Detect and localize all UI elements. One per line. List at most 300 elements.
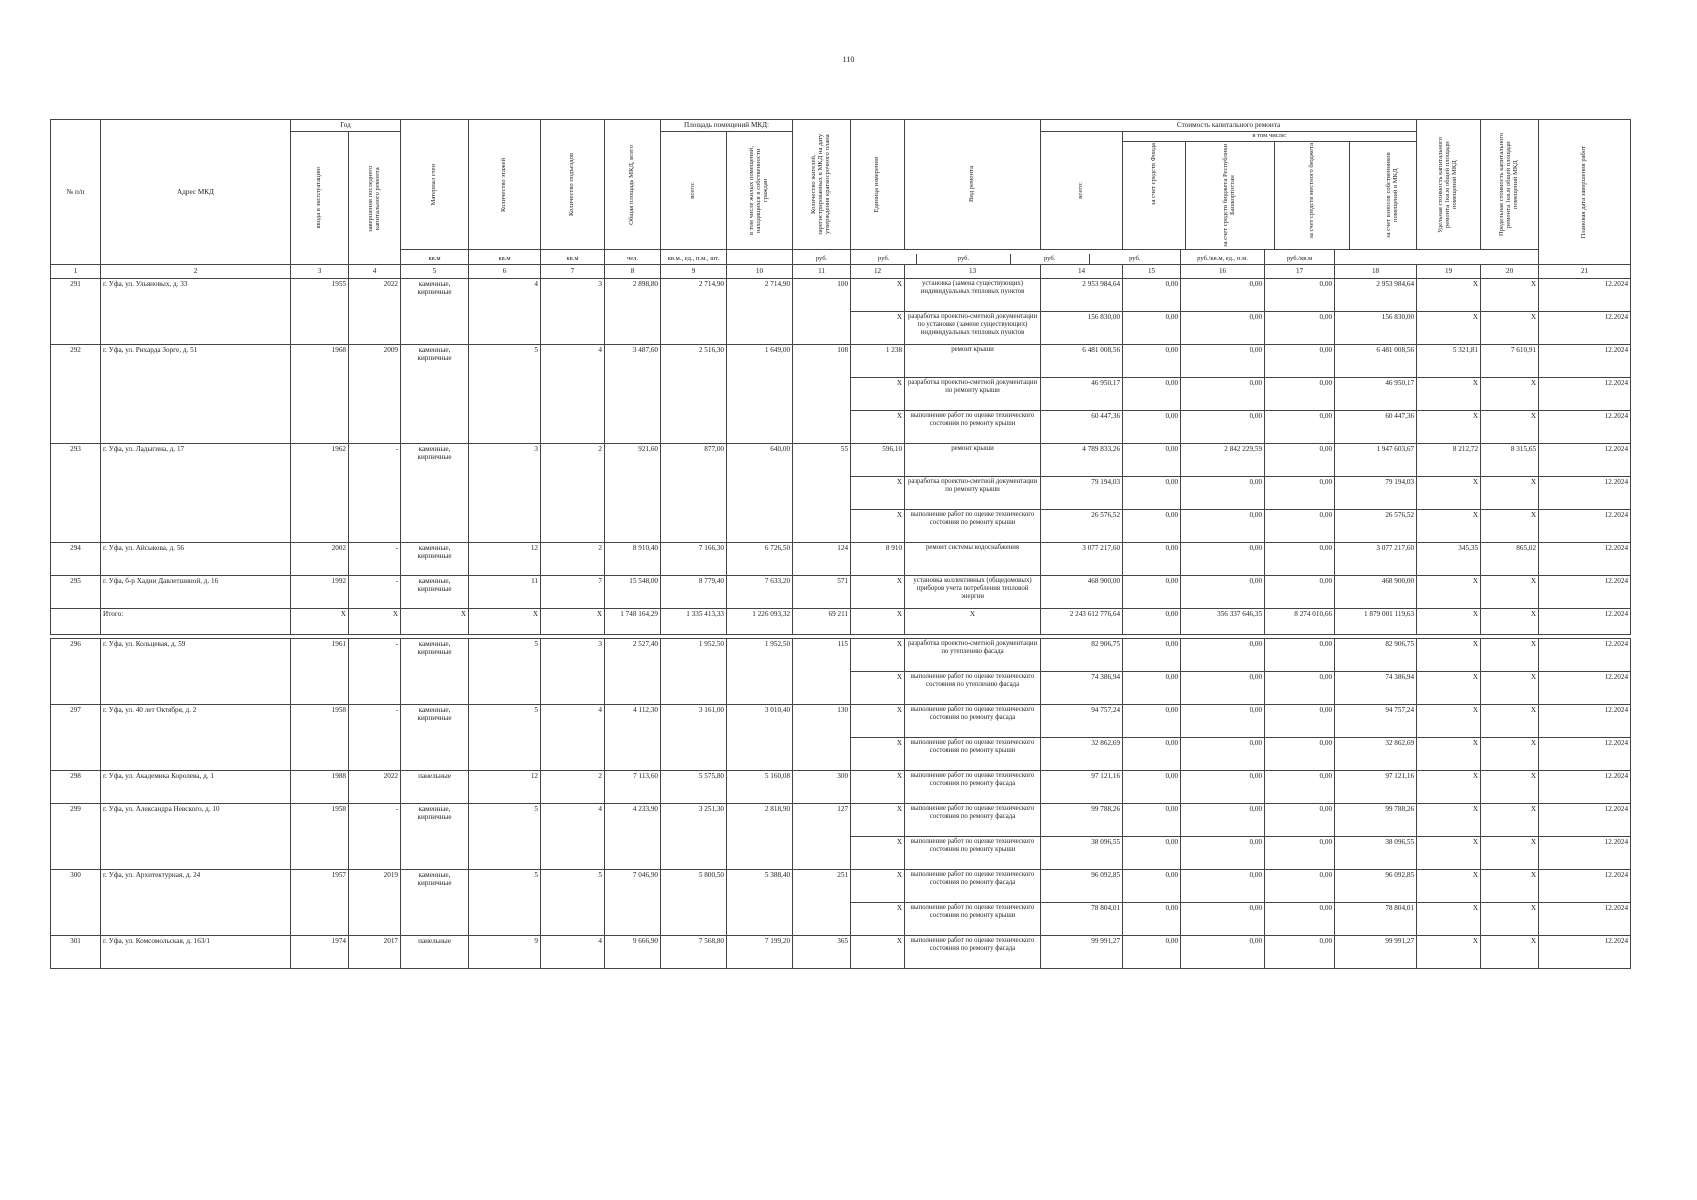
work-uc-cell: X	[1417, 870, 1481, 903]
building-pr-cell: 1 952,50	[727, 639, 793, 705]
work-type-cell: выполнение работ по оценке технического состояния по утеплению фасада	[905, 672, 1041, 705]
work-uc-cell: 345,35	[1417, 543, 1481, 576]
building-addr-cell: г. Уфа, ул. Комсомольская, д. 163/1	[101, 936, 291, 969]
column-number-cell: 3	[291, 265, 349, 279]
table-row	[51, 936, 1631, 969]
work-o-cell: 38 096,55	[1335, 837, 1417, 870]
building-area-cell: 7 046,90	[605, 870, 661, 936]
building-fl-cell: 4	[469, 279, 541, 345]
building-n-cell: 295	[51, 576, 101, 609]
total-tot-cell: 2 243 612 776,64	[1041, 609, 1123, 635]
table-row	[51, 576, 1631, 609]
building-addr-cell: г. Уфа, ул. Рихарда Зорге, д. 51	[101, 345, 291, 444]
building-y2-cell: 2017	[349, 936, 401, 969]
work-lc-cell: X	[1481, 279, 1539, 312]
building-y1-cell: 2002	[291, 543, 349, 576]
column-number-cell: 12	[851, 265, 905, 279]
work-m-cell: 0,00	[1265, 771, 1335, 804]
work-d-cell: 12.2024	[1539, 510, 1631, 543]
unit-cell: руб.	[851, 254, 917, 264]
unit-cell: чел.	[605, 250, 661, 265]
work-type-cell: выполнение работ по оценке технического состояния по ремонту крыши	[905, 510, 1041, 543]
work-b-cell: 0,00	[1181, 738, 1265, 771]
total-f-cell: 0,00	[1123, 609, 1181, 635]
building-area-cell: 2 527,40	[605, 639, 661, 705]
work-qty-cell: X	[851, 705, 905, 738]
work-type-cell: выполнение работ по оценке технического состояния по ремонту крыши	[905, 411, 1041, 444]
work-type-cell: ремонт системы водоснабжения	[905, 543, 1041, 576]
total-ppl-cell: 69 211	[793, 609, 851, 635]
work-f-cell: 0,00	[1123, 279, 1181, 312]
building-pt-cell: 877,00	[661, 444, 727, 543]
work-d-cell: 12.2024	[1539, 477, 1631, 510]
building-area-cell: 3 487,60	[605, 345, 661, 444]
work-qty-cell: X	[851, 804, 905, 837]
work-lc-cell: 8 315,65	[1481, 444, 1539, 477]
total-d-cell: 12.2024	[1539, 609, 1631, 635]
building-ppl-cell: 124	[793, 543, 851, 576]
work-b-cell: 0,00	[1181, 411, 1265, 444]
work-uc-cell: X	[1417, 279, 1481, 312]
building-pt-cell: 2 516,30	[661, 345, 727, 444]
work-qty-cell: 8 910	[851, 543, 905, 576]
unit-cell: кв.м., ед., п.м., шт.	[661, 250, 727, 265]
repair-plan-table	[50, 119, 1631, 969]
work-lc-cell: X	[1481, 771, 1539, 804]
work-f-cell: 0,00	[1123, 639, 1181, 672]
column-number-cell: 20	[1481, 265, 1539, 279]
work-b-cell: 0,00	[1181, 804, 1265, 837]
building-ppl-cell: 100	[793, 279, 851, 345]
work-tot-cell: 38 096,55	[1041, 837, 1123, 870]
work-lc-cell: X	[1481, 378, 1539, 411]
building-en-cell: 4	[541, 804, 605, 870]
work-qty-cell: X	[851, 837, 905, 870]
work-d-cell: 12.2024	[1539, 639, 1631, 672]
work-f-cell: 0,00	[1123, 804, 1181, 837]
work-lc-cell: X	[1481, 837, 1539, 870]
work-uc-cell: X	[1417, 672, 1481, 705]
work-m-cell: 0,00	[1265, 672, 1335, 705]
work-b-cell: 0,00	[1181, 639, 1265, 672]
cost-republic-header: за счет средств бюджета Республики Башкортостан	[1222, 143, 1237, 248]
building-pr-cell: 5 160,08	[727, 771, 793, 804]
unit-cell: руб./кв.м, ед., п.м.	[1181, 250, 1265, 265]
building-addr-cell: г. Уфа, ул. Архитектурная, д. 24	[101, 870, 291, 936]
building-pt-cell: 8 779,40	[661, 576, 727, 609]
work-lc-cell: 865,02	[1481, 543, 1539, 576]
building-y1-cell: 1974	[291, 936, 349, 969]
building-mat-cell: каменные, кирпичные	[401, 639, 469, 705]
work-m-cell: 0,00	[1265, 639, 1335, 672]
year-last-repair-header: завершения последнего капитального ремонта	[366, 164, 381, 232]
building-pt-cell: 7 166,30	[661, 543, 727, 576]
work-type-cell: ремонт крыши	[905, 444, 1041, 477]
work-d-cell: 12.2024	[1539, 870, 1631, 903]
work-uc-cell: X	[1417, 837, 1481, 870]
total-area-cell: 1 748 164,29	[605, 609, 661, 635]
building-fl-cell: 5	[469, 345, 541, 444]
unit-cell: руб.	[917, 254, 1011, 264]
work-qty-cell: 596,10	[851, 444, 905, 477]
work-type-cell: разработка проектно-сметной документации по ремонту крыши	[905, 378, 1041, 411]
column-number-cell: 8	[605, 265, 661, 279]
building-mat-cell: каменные, кирпичные	[401, 345, 469, 444]
work-uc-cell: X	[1417, 936, 1481, 969]
column-number-cell: 15	[1123, 265, 1181, 279]
cost-fund-header: за счет средств Фонда	[1149, 143, 1157, 206]
column-number-cell: 9	[661, 265, 727, 279]
work-b-cell: 0,00	[1181, 903, 1265, 936]
work-qty-cell: X	[851, 576, 905, 609]
work-tot-cell: 96 092,85	[1041, 870, 1123, 903]
building-mat-cell: каменные, кирпичные	[401, 279, 469, 345]
work-tot-cell: 60 447,36	[1041, 411, 1123, 444]
unit-cell: кв.м	[401, 250, 469, 265]
work-tot-cell: 468 900,00	[1041, 576, 1123, 609]
building-pr-cell: 5 388,40	[727, 870, 793, 936]
floors-header: Количество этажей	[500, 157, 508, 212]
work-b-cell: 0,00	[1181, 705, 1265, 738]
column-number-cell: 10	[727, 265, 793, 279]
building-mat-cell: каменные, кирпичные	[401, 705, 469, 771]
work-qty-cell: 1 238	[851, 345, 905, 378]
work-tot-cell: 82 906,75	[1041, 639, 1123, 672]
building-n-cell: 297	[51, 705, 101, 771]
work-uc-cell: X	[1417, 639, 1481, 672]
work-f-cell: 0,00	[1123, 705, 1181, 738]
work-o-cell: 99 991,27	[1335, 936, 1417, 969]
work-uc-cell: X	[1417, 705, 1481, 738]
building-ppl-cell: 115	[793, 639, 851, 705]
building-pr-cell: 6 726,50	[727, 543, 793, 576]
work-d-cell: 12.2024	[1539, 738, 1631, 771]
building-en-cell: 3	[541, 279, 605, 345]
building-y2-cell: -	[349, 639, 401, 705]
work-b-cell: 0,00	[1181, 870, 1265, 903]
cost-owners-header: за счет взносов собственников помещений в МКД	[1385, 152, 1400, 239]
work-qty-cell: X	[851, 639, 905, 672]
building-mat-cell: панельные	[401, 771, 469, 804]
building-area-cell: 2 898,80	[605, 279, 661, 345]
building-y2-cell: -	[349, 705, 401, 771]
premises-group-header: Площадь помещений МКД:	[661, 120, 793, 132]
work-m-cell: 0,00	[1265, 870, 1335, 903]
work-qty-cell: X	[851, 279, 905, 312]
column-number-cell: 14	[1041, 265, 1123, 279]
building-fl-cell: 5	[469, 804, 541, 870]
work-lc-cell: X	[1481, 576, 1539, 609]
year-commission-header: ввода в эксплуатацию	[315, 167, 323, 229]
total-qty-cell: X	[851, 609, 905, 635]
building-y2-cell: 2019	[349, 870, 401, 936]
work-d-cell: 12.2024	[1539, 672, 1631, 705]
column-number-cell: 2	[101, 265, 291, 279]
work-b-cell: 2 842 229,59	[1181, 444, 1265, 477]
total-row	[51, 609, 1631, 635]
total-fl-cell: X	[469, 609, 541, 635]
work-lc-cell: X	[1481, 477, 1539, 510]
wall-material-header: Материал стен	[430, 163, 438, 206]
building-fl-cell: 9	[469, 936, 541, 969]
building-mat-cell: панельные	[401, 936, 469, 969]
building-ppl-cell: 365	[793, 936, 851, 969]
table-row	[51, 279, 1631, 312]
total-area-header: Общая площадь МКД, всего	[628, 144, 636, 225]
building-en-cell: 4	[541, 936, 605, 969]
building-pt-cell: 7 568,80	[661, 936, 727, 969]
building-addr-cell: г. Уфа, ул. Академика Королева, д. 1	[101, 771, 291, 804]
building-y1-cell: 1957	[291, 870, 349, 936]
work-o-cell: 78 804,01	[1335, 903, 1417, 936]
column-number-cell: 21	[1539, 265, 1631, 279]
column-number-row	[51, 265, 1631, 279]
table-row	[51, 870, 1631, 903]
total-en-cell: X	[541, 609, 605, 635]
work-tot-cell: 97 121,16	[1041, 771, 1123, 804]
building-y1-cell: 1955	[291, 279, 349, 345]
work-qty-cell: X	[851, 378, 905, 411]
building-n-cell: 293	[51, 444, 101, 543]
building-fl-cell: 5	[469, 870, 541, 936]
building-pt-cell: 1 952,50	[661, 639, 727, 705]
building-ppl-cell: 300	[793, 771, 851, 804]
work-o-cell: 97 121,16	[1335, 771, 1417, 804]
building-addr-cell: г. Уфа, б-р Хадии Давлетшиной, д. 16	[101, 576, 291, 609]
work-d-cell: 12.2024	[1539, 837, 1631, 870]
building-addr-cell: г. Уфа, ул. 40 лет Октября, д. 2	[101, 705, 291, 771]
total-b-cell: 356 337 646,35	[1181, 609, 1265, 635]
table-row	[51, 771, 1631, 804]
work-lc-cell: X	[1481, 705, 1539, 738]
work-m-cell: 0,00	[1265, 804, 1335, 837]
work-uc-cell: 5 321,81	[1417, 345, 1481, 378]
building-y2-cell: 2009	[349, 345, 401, 444]
building-n-cell: 292	[51, 345, 101, 444]
table-row	[51, 543, 1631, 576]
work-qty-cell: X	[851, 870, 905, 903]
work-b-cell: 0,00	[1181, 771, 1265, 804]
work-tot-cell: 4 789 833,26	[1041, 444, 1123, 477]
work-uc-cell: X	[1417, 378, 1481, 411]
total-y2-cell: X	[349, 609, 401, 635]
cost-total-header: всего:	[1077, 182, 1085, 199]
work-b-cell: 0,00	[1181, 936, 1265, 969]
work-m-cell: 0,00	[1265, 705, 1335, 738]
building-area-cell: 4 233,90	[605, 804, 661, 870]
building-mat-cell: каменные, кирпичные	[401, 804, 469, 870]
work-o-cell: 32 862,69	[1335, 738, 1417, 771]
column-number-cell: 16	[1181, 265, 1265, 279]
total-y1-cell: X	[291, 609, 349, 635]
building-en-cell: 3	[541, 639, 605, 705]
column-number-cell: 18	[1335, 265, 1417, 279]
work-f-cell: 0,00	[1123, 870, 1181, 903]
column-number-cell: 4	[349, 265, 401, 279]
work-o-cell: 74 386,94	[1335, 672, 1417, 705]
work-d-cell: 12.2024	[1539, 903, 1631, 936]
work-b-cell: 0,00	[1181, 543, 1265, 576]
unit-cell: кв.м	[469, 250, 541, 265]
table-row	[51, 444, 1631, 477]
work-type-cell: ремонт крыши	[905, 345, 1041, 378]
work-o-cell: 94 757,24	[1335, 705, 1417, 738]
work-lc-cell: X	[1481, 639, 1539, 672]
work-qty-cell: X	[851, 936, 905, 969]
repair-type-header: Вид ремонта	[968, 166, 976, 203]
building-addr-cell: г. Уфа, ул. Ульяновых, д. 33	[101, 279, 291, 345]
table-row	[51, 705, 1631, 738]
work-tot-cell: 99 788,26	[1041, 804, 1123, 837]
work-tot-cell: 26 576,52	[1041, 510, 1123, 543]
building-area-cell: 9 666,90	[605, 936, 661, 969]
work-type-cell: выполнение работ по оценке технического состояния по ремонту крыши	[905, 738, 1041, 771]
building-addr-cell: г. Уфа, ул. Ладыгина, д. 17	[101, 444, 291, 543]
work-f-cell: 0,00	[1123, 510, 1181, 543]
building-pt-cell: 5 800,50	[661, 870, 727, 936]
work-m-cell: 0,00	[1265, 576, 1335, 609]
building-n-cell: 298	[51, 771, 101, 804]
unit-cost-header: Удельная стоимость капитального ремонта 1кв.м общей площади помещений МКД	[1437, 136, 1459, 233]
work-qty-cell: X	[851, 738, 905, 771]
total-label-cell: Итого:	[101, 609, 291, 635]
work-lc-cell: X	[1481, 870, 1539, 903]
measure-unit-header: Единица измерения	[873, 156, 881, 213]
building-ppl-cell: 571	[793, 576, 851, 609]
work-type-cell: установка (замена существующих) индивидуальных тепловых пунктов	[905, 279, 1041, 312]
work-uc-cell: X	[1417, 771, 1481, 804]
building-y2-cell: -	[349, 804, 401, 870]
work-qty-cell: X	[851, 510, 905, 543]
planned-date-header: Плановая дата завершения работ	[1580, 145, 1588, 239]
column-number-cell: 6	[469, 265, 541, 279]
building-fl-cell: 5	[469, 639, 541, 705]
work-f-cell: 0,00	[1123, 378, 1181, 411]
work-m-cell: 0,00	[1265, 837, 1335, 870]
building-mat-cell: каменные, кирпичные	[401, 543, 469, 576]
work-d-cell: 12.2024	[1539, 936, 1631, 969]
building-addr-cell: г. Уфа, ул. Кольцевая, д. 59	[101, 639, 291, 705]
building-y1-cell: 1961	[291, 639, 349, 705]
building-n-cell: 300	[51, 870, 101, 936]
building-y2-cell: 2022	[349, 771, 401, 804]
building-ppl-cell: 127	[793, 804, 851, 870]
work-uc-cell: X	[1417, 510, 1481, 543]
premises-residents-header: в том числе жилых помещений, находящихся в собственности граждан	[748, 146, 769, 235]
work-uc-cell: X	[1417, 804, 1481, 837]
work-d-cell: 12.2024	[1539, 771, 1631, 804]
work-o-cell: 468 900,00	[1335, 576, 1417, 609]
work-type-cell: выполнение работ по оценке технического состояния по ремонту фасада	[905, 936, 1041, 969]
building-y2-cell: -	[349, 543, 401, 576]
work-uc-cell: X	[1417, 738, 1481, 771]
building-area-cell: 8 910,40	[605, 543, 661, 576]
work-uc-cell: X	[1417, 411, 1481, 444]
work-type-cell: выполнение работ по оценке технического состояния по ремонту фасада	[905, 804, 1041, 837]
work-b-cell: 0,00	[1181, 576, 1265, 609]
building-y2-cell: 2022	[349, 279, 401, 345]
work-qty-cell: X	[851, 672, 905, 705]
work-f-cell: 0,00	[1123, 837, 1181, 870]
work-type-cell: выполнение работ по оценке технического состояния по ремонту фасада	[905, 705, 1041, 738]
unit-cell: руб.	[1129, 255, 1141, 263]
cost-local-header: за счет средств местного бюджета	[1307, 143, 1315, 239]
work-type-cell: разработка проектно-сметной документации по ремонту крыши	[905, 477, 1041, 510]
work-tot-cell: 6 481 008,56	[1041, 345, 1123, 378]
work-d-cell: 12.2024	[1539, 378, 1631, 411]
table-row	[51, 804, 1631, 837]
table-row	[51, 345, 1631, 378]
work-lc-cell: X	[1481, 903, 1539, 936]
work-d-cell: 12.2024	[1539, 444, 1631, 477]
building-n-cell: 294	[51, 543, 101, 576]
work-f-cell: 0,00	[1123, 903, 1181, 936]
work-tot-cell: 79 194,03	[1041, 477, 1123, 510]
work-lc-cell: 7 610,91	[1481, 345, 1539, 378]
building-area-cell: 7 113,60	[605, 771, 661, 804]
building-y2-cell: -	[349, 444, 401, 543]
year-group-header: Год	[291, 120, 401, 132]
work-f-cell: 0,00	[1123, 738, 1181, 771]
building-pt-cell: 3 251,30	[661, 804, 727, 870]
work-d-cell: 12.2024	[1539, 576, 1631, 609]
unit-cell: кв.м	[541, 250, 605, 265]
building-fl-cell: 12	[469, 543, 541, 576]
building-n-cell: 296	[51, 639, 101, 705]
building-y1-cell: 1958	[291, 705, 349, 771]
work-type-cell: разработка проектно-сметной документации по установке (замене существующих) индивидуальных тепловых пунктов	[905, 312, 1041, 345]
work-b-cell: 0,00	[1181, 837, 1265, 870]
work-f-cell: 0,00	[1123, 477, 1181, 510]
work-d-cell: 12.2024	[1539, 804, 1631, 837]
work-tot-cell: 156 830,00	[1041, 312, 1123, 345]
work-m-cell: 0,00	[1265, 477, 1335, 510]
work-d-cell: 12.2024	[1539, 345, 1631, 378]
work-m-cell: 0,00	[1265, 738, 1335, 771]
building-ppl-cell: 251	[793, 870, 851, 936]
work-b-cell: 0,00	[1181, 672, 1265, 705]
building-pr-cell: 1 649,00	[727, 345, 793, 444]
work-b-cell: 0,00	[1181, 279, 1265, 312]
work-m-cell: 0,00	[1265, 279, 1335, 312]
column-number-cell: 13	[905, 265, 1041, 279]
total-empty-cell	[51, 609, 101, 635]
building-fl-cell: 5	[469, 705, 541, 771]
work-b-cell: 0,00	[1181, 312, 1265, 345]
building-en-cell: 2	[541, 444, 605, 543]
building-area-cell: 4 112,30	[605, 705, 661, 771]
work-b-cell: 0,00	[1181, 477, 1265, 510]
building-fl-cell: 12	[469, 771, 541, 804]
work-m-cell: 0,00	[1265, 312, 1335, 345]
building-pr-cell: 2 818,90	[727, 804, 793, 870]
work-f-cell: 0,00	[1123, 936, 1181, 969]
column-number-cell: 19	[1417, 265, 1481, 279]
building-addr-cell: г. Уфа, ул. Александра Невского, д. 10	[101, 804, 291, 870]
work-f-cell: 0,00	[1123, 771, 1181, 804]
building-pr-cell: 3 010,40	[727, 705, 793, 771]
unit-cell: руб.	[1010, 254, 1089, 264]
work-o-cell: 60 447,36	[1335, 411, 1417, 444]
building-n-cell: 299	[51, 804, 101, 870]
building-fl-cell: 11	[469, 576, 541, 609]
work-uc-cell: X	[1417, 312, 1481, 345]
work-lc-cell: X	[1481, 738, 1539, 771]
work-b-cell: 0,00	[1181, 378, 1265, 411]
building-mat-cell: каменные, кирпичные	[401, 870, 469, 936]
work-uc-cell: X	[1417, 576, 1481, 609]
work-o-cell: 82 906,75	[1335, 639, 1417, 672]
